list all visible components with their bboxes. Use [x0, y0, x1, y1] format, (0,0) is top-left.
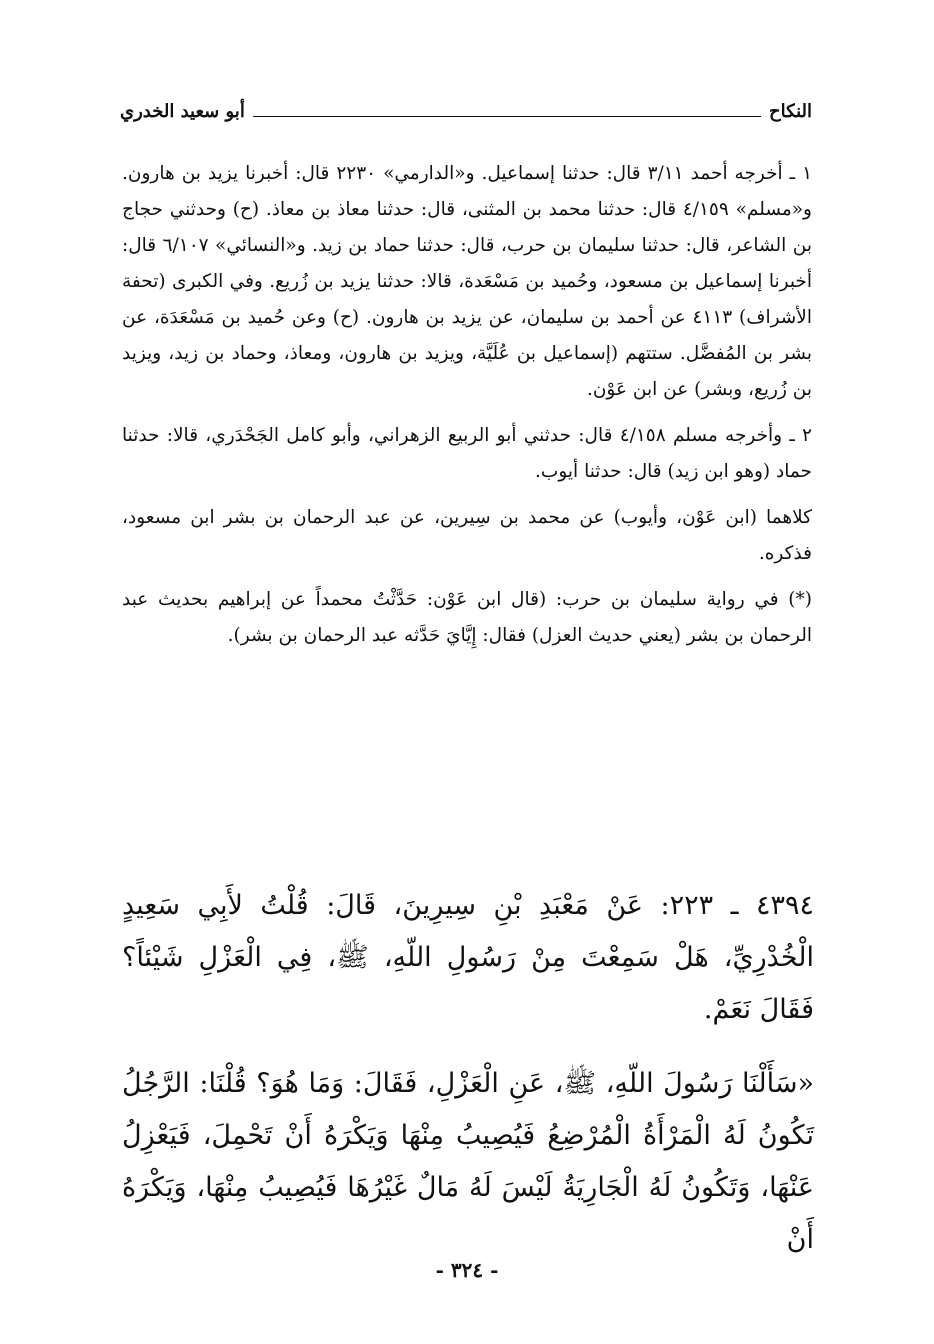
hadith-text	[122, 880, 814, 1266]
chapter-title: النكاح	[769, 101, 812, 122]
page-number: - ٣٢٤ -	[435, 1258, 499, 1282]
footnote-paragraph: ١ ـ أخرجه أحمد ٣/١١ قال: حدثنا إسماعيل. و«الدارمي» ٢٢٣٠ قال: أخبرنا يزيد بن هارون. و«مسلم» ٤/١٥٩ قال: حدثنا محمد بن المثنى، قال: حدثنا معاذ بن معاذ. (ح) وحدثني حجاج بن الشاعر، قال: حدثنا سليمان بن حرب، قال: حدثنا حماد بن زيد. و«النسائي» ٦/١٠٧ قال: أخبرنا إسماعيل بن مسعود، وحُميد بن مَسْعَدة، قالا: حدثنا يزيد بن زُريع. وفي الكبرى (تحفة الأشراف) ٤١١٣ عن أحمد بن سليمان، عن يزيد بن هارون. (ح) وعن حُميد بن مَسْعَدَة، عن بشر بن المُفضَّل. ستتهم (إسماعيل بن عُلَيَّة، ويزيد بن هارون، ومعاذ، وحماد بن زيد، ويزيد بن زُريع، وبشر) عن ابن عَوْن.	[122, 163, 812, 400]
footnotes-section	[122, 156, 812, 664]
hadith-paragraph: «سَأَلْنَا رَسُولَ اللّهِ، ﷺ، عَنِ الْعَزْلِ، فَقَالَ: وَمَا هُوَ؟ قُلْنَا: الرَّجُلُ تَكُونُ لَهُ الْمَرْأَةُ الْمُرْضِعُ فَيُصِيبُ مِنْهَا وَيَكْرَهُ أَنْ تَحْمِلَ، فَيَعْزِلُ عَنْهَا، وَتَكُونُ لَهُ الْجَارِيَةُ لَيْسَ لَهُ مَالٌ غَيْرُهَا فَيُصِيبُ مِنْهَا، وَيَكْرَهُ أَنْ	[122, 1068, 814, 1255]
hadith-paragraph: ٤٣٩٤ ـ ٢٢٣: عَنْ مَعْبَدِ بْنِ سِيرِينَ، قَالَ: قُلْتُ لأَبِي سَعِيدٍ الْخُدْرِيِّ، هَلْ سَمِعْتَ مِنْ رَسُولِ اللّهِ، ﷺ، فِي الْعَزْلِ شَيْئاً؟ فَقَالَ نَعَمْ.	[122, 890, 814, 1025]
footnote-paragraph: (*) في رواية سليمان بن حرب: (قال ابن عَوْن: حَدَّثْتُ محمداً عن إبراهيم بحديث عبد الرحمان بن بشر (يعني حديث العزل) فقال: إِيَّايَ حَدَّثه عبد الرحمان بن بشر).	[122, 589, 812, 646]
header-rule	[253, 116, 761, 117]
footnote-paragraph: ٢ ـ وأخرجه مسلم ٤/١٥٨ قال: حدثني أبو الربيع الزهراني، وأبو كامل الجَحْدَري، قالا: حدثنا حماد (وهو ابن زيد) قال: حدثنا أيوب.	[122, 425, 812, 482]
footnote-paragraph: كلاهما (ابن عَوْن، وأيوب) عن محمد بن سِيرين، عن عبد الرحمان بن بشر ابن مسعود، فذكره.	[122, 507, 812, 564]
narrator-title: أبو سعيد الخدري	[120, 101, 245, 122]
running-header	[120, 94, 812, 124]
